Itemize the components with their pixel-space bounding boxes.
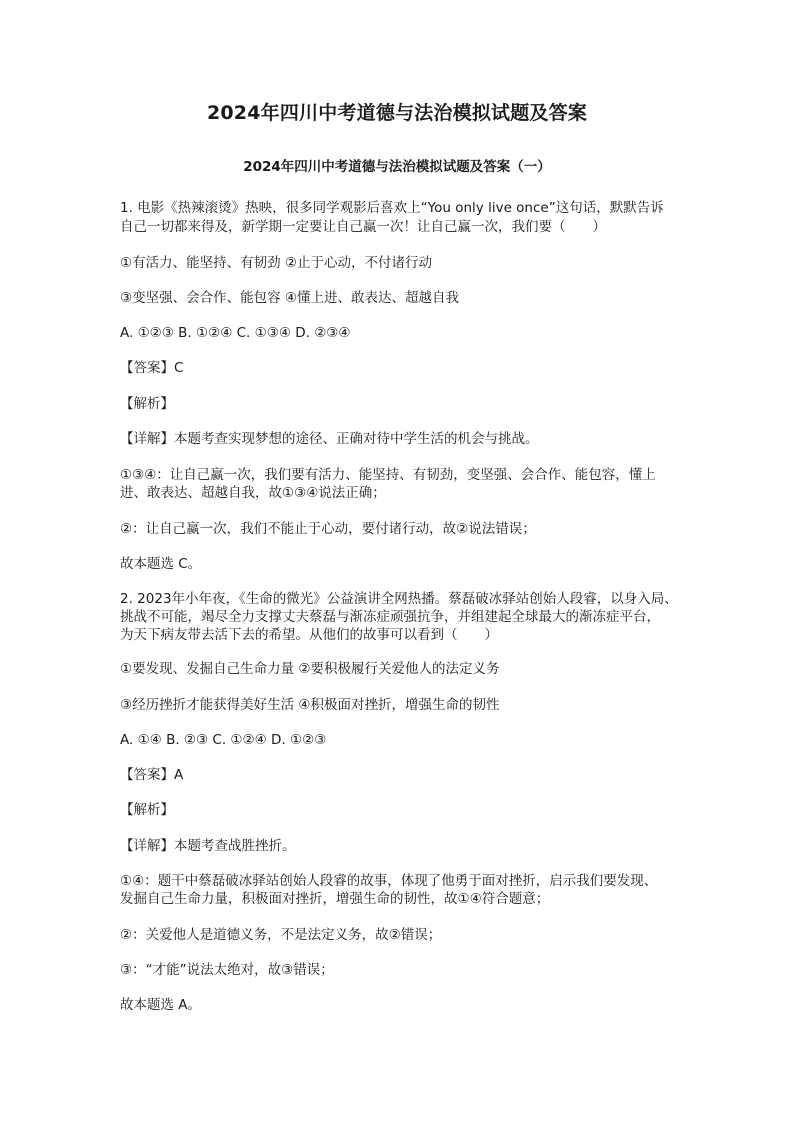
q1-explain-2: ②：让自己赢一次，我们不能止于心动，要付诸行动，故②说法错误； (120, 521, 536, 537)
q1-explain-1-line-1: ①③④：让自己赢一次，我们要有活力、能坚持、有韧劲，变坚强、会合作、能包容，懂上 (120, 467, 656, 483)
page-title: 2024年四川中考道德与法治模拟试题及答案 (206, 102, 588, 124)
q1-stem-line-2: 自己一切都来得及，新学期一定要让自己赢一次！让自己赢一次，我们要（ ） (120, 219, 606, 235)
q1-stem-line-1: 1. 电影《热辣滚烫》热映，很多同学观影后喜欢上“You only live once”这句话，默默告诉 (120, 200, 664, 216)
q2-explain-1-line-1: ①④：题干中蔡磊破冰驿站创始人段睿的故事，体现了他勇于面对挫折，启示我们要发现、 (120, 873, 658, 889)
q2-explain-1-line-2: 发掘自己生命力量，积极面对挫折，增强生命的韧性，故①④符合题意； (120, 891, 550, 907)
q2-conclusion: 故本题选 A。 (120, 997, 202, 1013)
q2-detail: 【详解】本题考查战胜挫折。 (120, 838, 296, 854)
q1-options-line-2: ③变坚强、会合作、能包容 ④懂上进、敢表达、超越自我 (120, 290, 459, 306)
q1-conclusion: 故本题选 C。 (120, 556, 202, 572)
q2-explain-2: ②：关爱他人是道德义务，不是法定义务，故②错误； (120, 927, 442, 943)
q2-answer: 【答案】A (120, 767, 184, 783)
q2-options-line-1: ①要发现、发掘自己生命力量 ②要积极履行关爱他人的法定义务 (120, 661, 500, 677)
q1-explain-1-line-2: 进、敢表达、超越自我，故①③④说法正确； (120, 485, 386, 501)
q1-detail: 【详解】本题考查实现梦想的途径、正确对待中学生活的机会与挑战。 (120, 431, 539, 447)
q2-explain-3: ③：“才能”说法太绝对，故③错误； (120, 962, 334, 978)
q2-stem-line-3: 为天下病友带去活下去的希望。从他们的故事可以看到（ ） (120, 627, 498, 643)
q2-stem-line-1: 2. 2023年小年夜，《生命的微光》公益演讲全网热播。蔡磊破冰驿站创始人段睿，以身入局、 (120, 591, 678, 607)
q2-analysis-label: 【解析】 (120, 802, 174, 818)
q1-choices: A. ①②③ B. ①②④ C. ①③④ D. ②③④ (120, 325, 351, 341)
q2-choices: A. ①④ B. ②③ C. ①②④ D. ①②③ (120, 732, 327, 748)
q1-analysis-label: 【解析】 (120, 396, 174, 412)
page-subtitle: 2024年四川中考道德与法治模拟试题及答案（一） (243, 159, 551, 175)
q1-options-line-1: ①有活力、能坚持、有韧劲 ②止于心动，不付诸行动 (120, 255, 432, 271)
q2-stem-line-2: 挑战不可能，竭尽全力支撑丈夫蔡磊与渐冻症顽强抗争，并组建起全球最大的渐冻症平台， (120, 609, 660, 625)
q1-answer: 【答案】C (120, 360, 184, 376)
q2-options-line-2: ③经历挫折才能获得美好生活 ④积极面对挫折，增强生命的韧性 (120, 697, 500, 713)
